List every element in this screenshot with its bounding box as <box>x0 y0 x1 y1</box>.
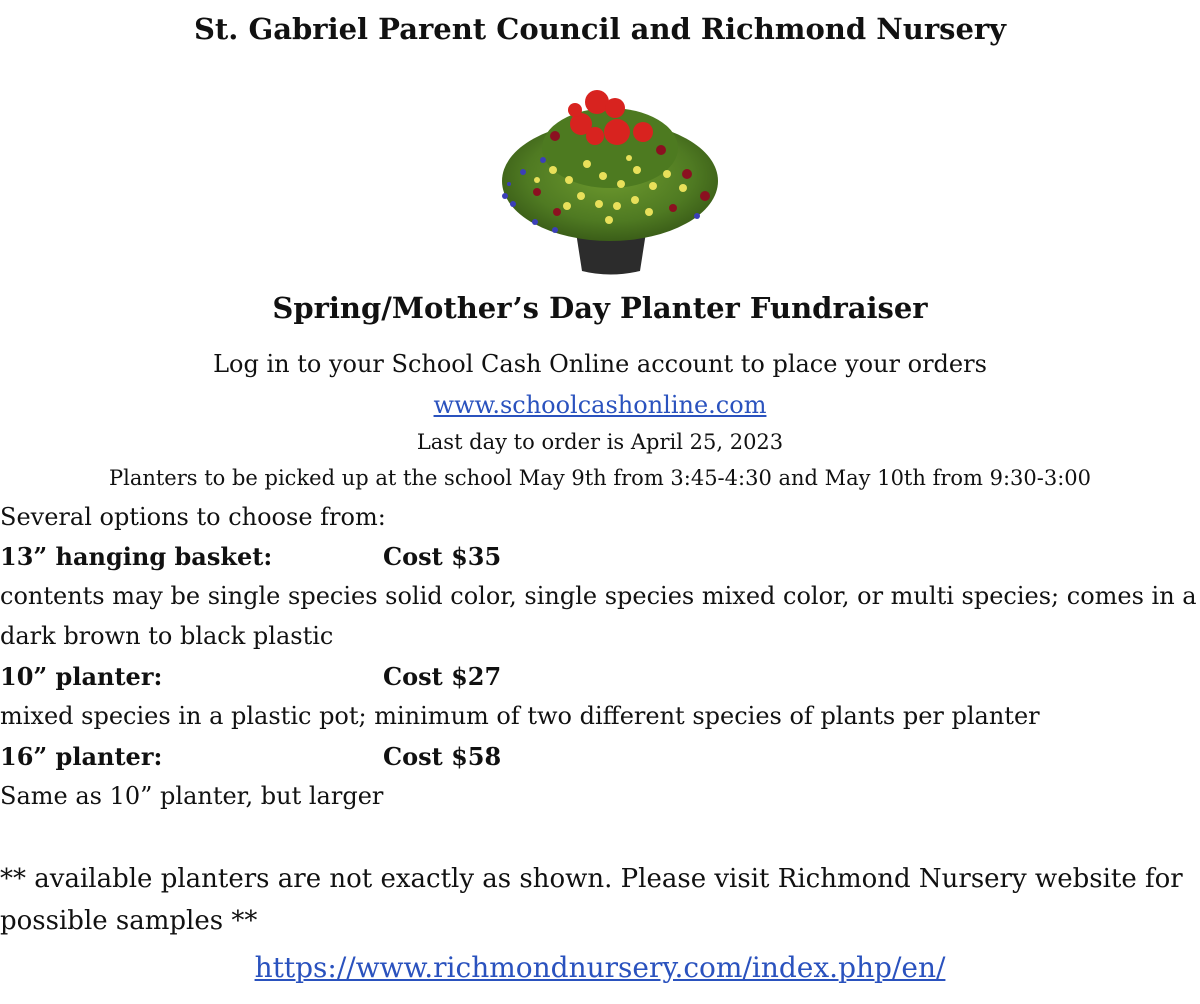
option-description: Same as 10” planter, but larger <box>0 782 384 810</box>
option-cost: Cost $35 <box>383 542 502 571</box>
option-name: 13” hanging basket: <box>0 542 273 571</box>
order-deadline: Last day to order is April 25, 2023 <box>416 430 784 454</box>
option-cost: Cost $27 <box>383 662 502 691</box>
option-description: dark brown to black plastic <box>0 622 334 650</box>
option-name: 16” planter: <box>0 742 163 771</box>
fundraiser-title: Spring/Mother’s Day Planter Fundraiser <box>272 291 928 325</box>
option-description: contents may be single species solid color, single species mixed color, or multi species; comes in a <box>0 582 1197 610</box>
school-cash-online-link[interactable]: www.schoolcashonline.com <box>433 391 767 419</box>
options-intro: Several options to choose from: <box>0 503 386 531</box>
option-name: 10” planter: <box>0 662 163 691</box>
option-cost: Cost $58 <box>383 742 502 771</box>
richmond-nursery-link[interactable]: https://www.richmondnursery.com/index.php/en/ <box>254 951 946 984</box>
login-instructions: Log in to your School Cash Online account to place your orders <box>213 350 987 378</box>
flower-planter-image <box>497 88 723 278</box>
richmond-nursery-link-row <box>0 951 1200 984</box>
page-title: St. Gabriel Parent Council and Richmond Nursery <box>193 12 1007 46</box>
disclaimer-line: possible samples ** <box>0 906 258 936</box>
option-description: mixed species in a plastic pot; minimum of two different species of plants per planter <box>0 702 1040 730</box>
disclaimer-line: ** available planters are not exactly as shown. Please visit Richmond Nursery website for <box>0 864 1183 894</box>
school-cash-online-link-row <box>0 391 1200 419</box>
pickup-details: Planters to be picked up at the school May 9th from 3:45-4:30 and May 10th from 9:30-3:00 <box>108 466 1092 490</box>
